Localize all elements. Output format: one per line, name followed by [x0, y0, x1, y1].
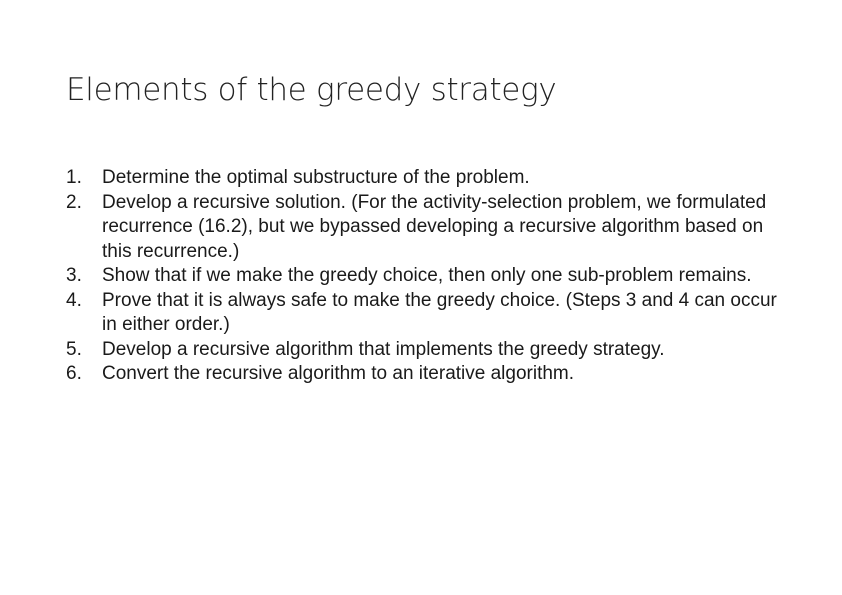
step-text: Convert the recursive algorithm to an iterative algorithm.: [102, 363, 575, 384]
steps-list: [66, 166, 786, 387]
step-item: [66, 191, 786, 265]
step-item: [66, 166, 786, 191]
step-text: Show that if we make the greedy choice, then only one sub-problem remains.: [102, 265, 752, 286]
step-number: 4.: [66, 289, 82, 311]
step-number: 3.: [66, 265, 82, 286]
step-text: Prove that it is always safe to make the greedy choice. (Steps 3 and 4 can occur in either order.): [102, 289, 777, 335]
step-number: 5.: [66, 338, 82, 360]
slide-title: Elements of the greedy strategy: [66, 72, 557, 108]
step-number: 1.: [66, 167, 82, 188]
step-text: Develop a recursive solution. (For the activity-selection problem, we formulated recurrence (16.2), but we bypassed developing a recursive algorithm based on this recurrence.): [102, 191, 767, 262]
step-text: Determine the optimal substructure of the problem.: [102, 167, 530, 188]
step-item: [66, 289, 786, 338]
step-number: 2.: [66, 191, 82, 213]
step-item: [66, 264, 786, 289]
step-item: [66, 362, 786, 387]
step-text: Develop a recursive algorithm that implements the greedy strategy.: [102, 338, 665, 360]
step-item: [66, 338, 786, 363]
step-number: 6.: [66, 363, 82, 384]
